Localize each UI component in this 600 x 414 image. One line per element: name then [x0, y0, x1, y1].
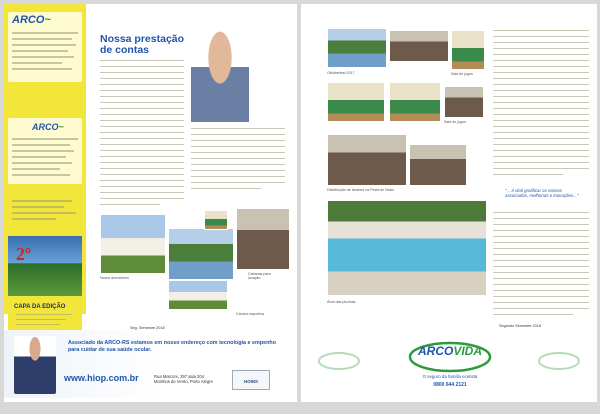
photo-pools	[327, 200, 487, 296]
body-text-line	[191, 128, 285, 129]
body-text-line	[100, 66, 184, 67]
body-text-line	[191, 134, 285, 135]
body-text-line	[100, 108, 184, 109]
caption-game-room-a: Sala de jogos	[451, 72, 473, 76]
ad-website: www.hiop.com.br	[64, 373, 139, 383]
photo-interior-2	[389, 82, 441, 122]
text-line	[12, 68, 72, 70]
clinic-logo: HOINS	[232, 370, 270, 390]
arcovida-logo	[407, 340, 493, 374]
body-text-line	[191, 188, 261, 189]
body-text-line	[100, 186, 184, 187]
body-text-line	[493, 30, 589, 31]
photo-dormitories	[100, 214, 166, 274]
body-text-line	[191, 158, 285, 159]
capa-title: CAPA DA EDIÇÃO	[14, 304, 66, 310]
text-line	[16, 324, 60, 325]
body-text-line	[493, 284, 589, 285]
body-text-line	[493, 78, 589, 79]
body-text-line	[100, 138, 184, 139]
body-text-line	[493, 72, 589, 73]
body-text-line	[493, 48, 589, 49]
body-text-line	[191, 152, 285, 153]
ad-headline: Associado da ARCO-RS estamos em nosso endereço com tecnologia e empenho para cuidar de sua saúde ocular.	[68, 340, 276, 353]
text-line	[12, 62, 62, 64]
body-text-line	[100, 204, 160, 205]
body-text-line	[493, 120, 589, 121]
arcovida-phone: 0800 644 2121	[433, 382, 467, 388]
body-text-line	[493, 114, 589, 115]
body-text-line	[493, 314, 573, 315]
text-line	[12, 32, 78, 34]
text-line	[12, 150, 74, 152]
body-text-line	[493, 296, 589, 297]
ad-address: Rua Marconi, 297 sala 204 Moinhos de Vento, Porto Alegre	[154, 374, 213, 385]
arcovida-watermark-left	[317, 350, 361, 372]
text-line	[12, 162, 72, 164]
body-text-line	[493, 126, 589, 127]
body-text-line	[493, 156, 589, 157]
photo-interior-1	[327, 82, 385, 122]
body-text-line	[100, 156, 184, 157]
body-text-line	[191, 140, 285, 141]
text-line	[12, 144, 70, 146]
body-text-line	[100, 90, 184, 91]
body-text-line	[493, 96, 589, 97]
text-line	[16, 314, 72, 315]
body-text-line	[100, 114, 184, 115]
body-text-line	[493, 224, 589, 225]
body-text-line	[191, 146, 285, 147]
body-text-line	[191, 170, 285, 171]
arco-logo-mid: ARCO~	[32, 122, 64, 132]
body-text-line	[493, 36, 589, 37]
text-line	[12, 138, 78, 140]
body-text-line	[100, 126, 184, 127]
body-text-line	[100, 192, 184, 193]
body-text-line	[100, 144, 184, 145]
president-portrait	[191, 30, 249, 122]
body-text-line	[493, 302, 589, 303]
body-text-line	[100, 168, 184, 169]
caption-sport-court: Cancha esportiva	[236, 312, 264, 316]
body-text-line	[493, 132, 589, 133]
body-text-line	[493, 218, 589, 219]
body-text-line	[493, 278, 589, 279]
text-line	[12, 38, 72, 40]
body-text-line	[100, 150, 184, 151]
body-text-line	[493, 174, 563, 175]
body-text-line	[493, 168, 589, 169]
body-text-line	[493, 144, 589, 145]
body-text-line	[493, 266, 589, 267]
body-text-line	[100, 198, 184, 199]
text-line	[12, 206, 64, 208]
arcovida-watermark-right	[537, 350, 581, 372]
body-text-line	[493, 90, 589, 91]
body-text-line	[493, 60, 589, 61]
body-text-line	[100, 78, 184, 79]
body-text-line	[493, 42, 589, 43]
body-text-line	[100, 84, 184, 85]
body-text-line	[100, 60, 184, 61]
arcovida-ad	[301, 330, 597, 398]
text-line	[12, 200, 72, 202]
body-text-line	[493, 108, 589, 109]
article-headline: Nossa prestação de contas	[100, 33, 185, 56]
body-text-line	[493, 66, 589, 67]
photo-building	[168, 280, 228, 310]
arco-logo-top: ARCO~	[12, 14, 51, 26]
photo-game-room	[451, 30, 485, 70]
body-text-line	[100, 120, 184, 121]
text-line	[12, 168, 60, 170]
photo-sport-court	[236, 208, 290, 270]
body-text-line	[191, 164, 285, 165]
photo-small	[204, 210, 228, 230]
body-text-line	[493, 308, 589, 309]
body-text-line	[493, 242, 589, 243]
eye-clinic-ad	[4, 330, 297, 398]
photo-cabins	[168, 228, 234, 280]
body-text-line	[493, 272, 589, 273]
text-line	[12, 50, 68, 52]
ad-person-photo	[14, 336, 56, 394]
text-line	[12, 156, 66, 158]
body-text-line	[493, 162, 589, 163]
body-text-line	[100, 72, 184, 73]
text-line	[16, 319, 66, 320]
body-text-line	[493, 54, 589, 55]
body-text-line	[493, 254, 589, 255]
photo-event	[389, 30, 449, 62]
text-line	[12, 56, 74, 58]
text-line	[12, 44, 76, 46]
body-text-line	[100, 162, 184, 163]
body-text-line	[493, 102, 589, 103]
caption-pools: Área das piscinas	[327, 300, 356, 304]
body-text-line	[493, 260, 589, 261]
body-text-line	[493, 230, 589, 231]
body-text-line	[100, 132, 184, 133]
caption-game-room-b: Sala de jogos	[444, 120, 466, 124]
caption-cabins: Cabanas para locação	[248, 272, 271, 281]
photo-interior-3	[444, 86, 484, 118]
body-text-line	[493, 150, 589, 151]
body-text-line	[493, 138, 589, 139]
body-text-line	[493, 248, 589, 249]
caption-oktoberfest: Oktoberfest 2017	[327, 71, 355, 75]
photo-oktoberfest	[327, 28, 387, 68]
body-text-line	[493, 236, 589, 237]
body-text-line	[100, 174, 184, 175]
text-line	[12, 218, 56, 220]
pull-quote: "... é vital gratificar os nossos associados, melhorias e inovações..."	[505, 188, 579, 199]
body-text-line	[191, 182, 285, 183]
text-line	[12, 174, 70, 176]
body-text-line	[493, 290, 589, 291]
cover-year-graphic: 2º	[16, 244, 31, 264]
arcovida-tagline: O seguro da família ecetista	[422, 374, 478, 379]
body-text-line	[100, 180, 184, 181]
caption-dormitories: Novos dormitórios	[100, 276, 129, 280]
caption-christmas: Distribuição de lanches na Festa de Natal	[327, 188, 394, 192]
text-line	[12, 212, 76, 214]
body-text-line	[100, 102, 184, 103]
body-text-line	[493, 84, 589, 85]
photo-park	[409, 144, 467, 186]
body-text-line	[100, 96, 184, 97]
left-footer: Seg. Semestre 2018	[130, 326, 165, 330]
body-text-line	[493, 212, 589, 213]
body-text-line	[191, 176, 285, 177]
right-footer: Segundo Semestre 2018	[499, 324, 542, 328]
arcovida-wordmark: ARCOVIDA	[417, 344, 482, 358]
photo-christmas	[327, 134, 407, 186]
